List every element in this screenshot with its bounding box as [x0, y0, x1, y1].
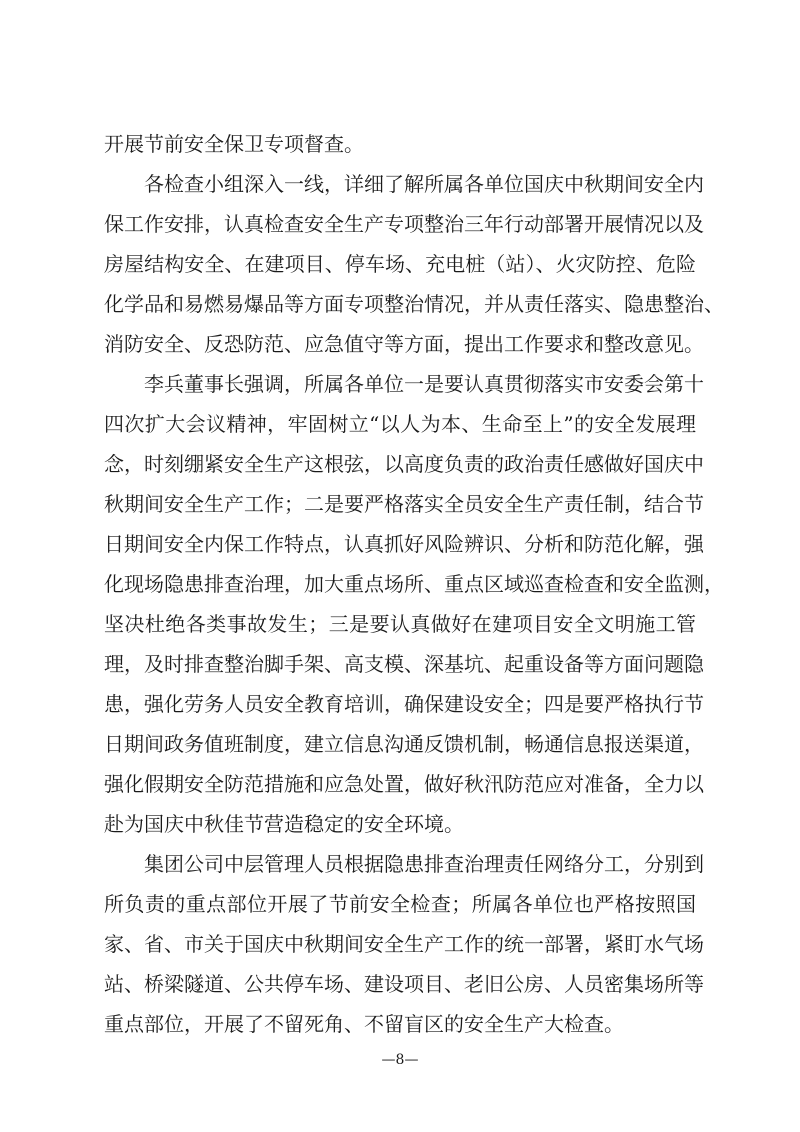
text-line: 站、桥梁隧道、公共停车场、建设项目、老旧公房、人员密集场所等 [104, 972, 704, 996]
text-line: 保工作安排，认真检查安全生产专项整治三年行动部署开展情况以及 [104, 212, 704, 236]
text-line: 日期间安全内保工作特点，认真抓好风险辨识、分析和防范化解，强 [104, 532, 704, 556]
text-line: 重点部位，开展了不留死角、不留盲区的安全生产大检查。 [104, 1012, 624, 1036]
text-line: 李兵董事长强调，所属各单位一是要认真贯彻落实市安委会第十 [144, 372, 704, 396]
text-line: 患，强化劳务人员安全教育培训，确保建设安全；四是要严格执行节 [104, 692, 704, 716]
text-line: 化学品和易燃易爆品等方面专项整治情况，并从责任落实、隐患整治、 [104, 292, 724, 316]
text-line: 秋期间安全生产工作；二是要严格落实全员安全生产责任制，结合节 [104, 492, 704, 516]
text-line: 房屋结构安全、在建项目、停车场、充电桩（站）、火灾防控、危险 [104, 252, 696, 276]
text-line: 消防安全、反恐防范、应急值守等方面，提出工作要求和整改意见。 [104, 332, 704, 356]
text-line: 赴为国庆中秋佳节营造稳定的安全环境。 [104, 812, 464, 836]
text-line: 坚决杜绝各类事故发生；三是要认真做好在建项目安全文明施工管 [104, 612, 696, 636]
text-line: 四次扩大会议精神，牢固树立“以人为本、生命至上”的安全发展理 [104, 412, 696, 436]
text-line: 理，及时排查整治脚手架、高支模、深基坑、起重设备等方面问题隐 [104, 652, 704, 676]
text-line: 开展节前安全保卫专项督查。 [104, 132, 364, 156]
text-line: 集团公司中层管理人员根据隐患排查治理责任网络分工，分别到 [144, 852, 704, 876]
text-line: 强化假期安全防范措施和应急处置，做好秋汛防范应对准备，全力以 [104, 772, 704, 796]
page-number: —8— [381, 1052, 419, 1068]
text-line: 化现场隐患排查治理，加大重点场所、重点区域巡查检查和安全监测， [104, 572, 724, 596]
text-line: 日期间政务值班制度，建立信息沟通反馈机制，畅通信息报送渠道， [104, 732, 704, 756]
text-line: 所负责的重点部位开展了节前安全检查；所属各单位也严格按照国 [104, 892, 696, 916]
text-line: 念，时刻绷紧安全生产这根弦，以高度负责的政治责任感做好国庆中 [104, 452, 704, 476]
text-line: 各检查小组深入一线，详细了解所属各单位国庆中秋期间安全内 [144, 172, 704, 196]
document-body [104, 124, 724, 1044]
text-line: 家、省、市关于国庆中秋期间安全生产工作的统一部署，紧盯水气场 [104, 932, 704, 956]
